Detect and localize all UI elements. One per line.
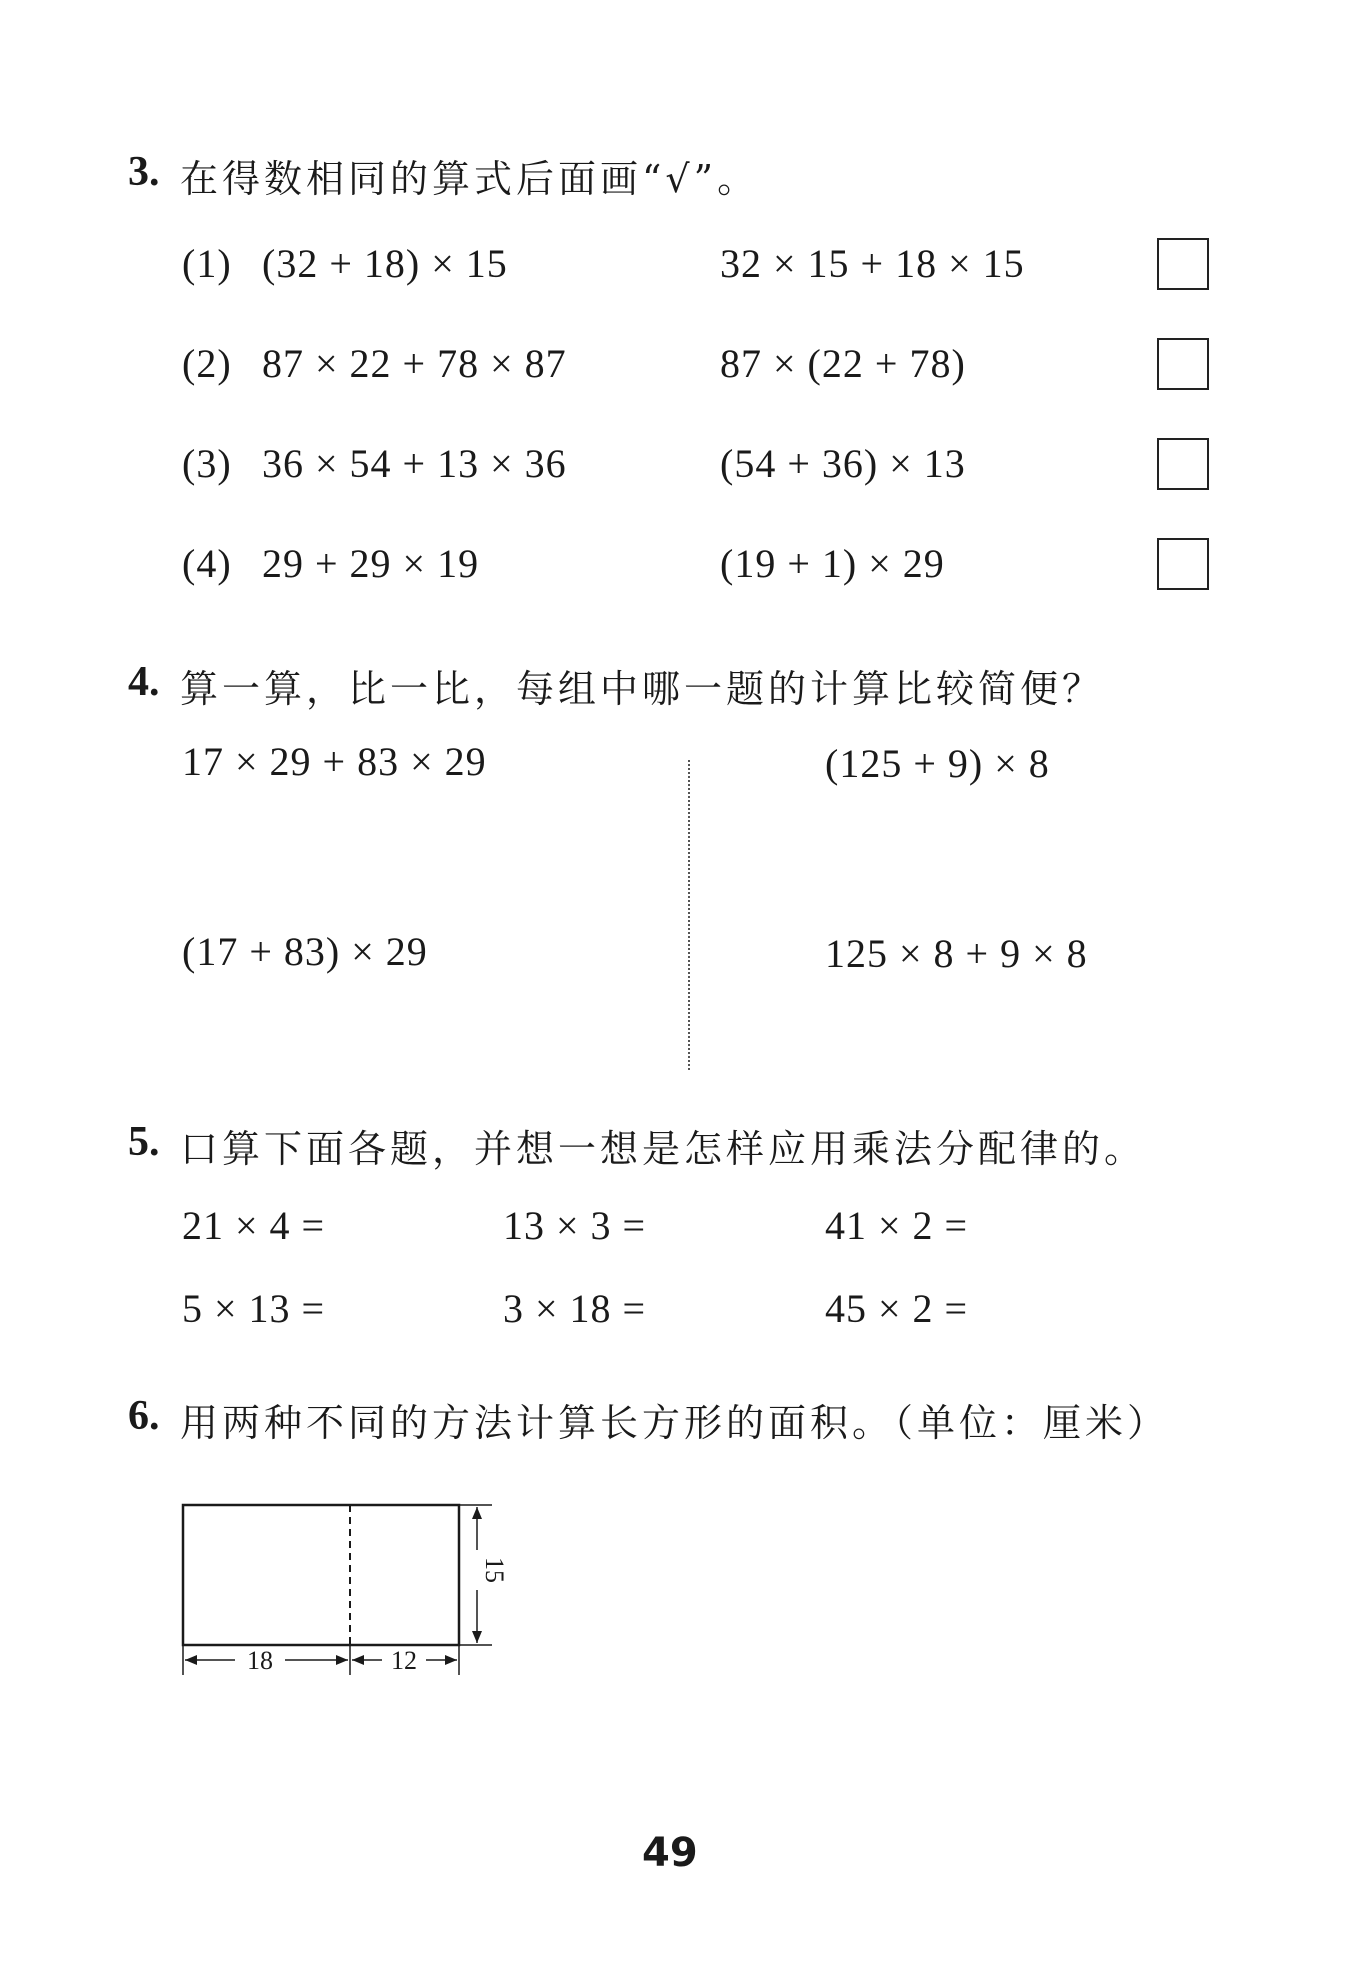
width-right-arrow-start: [352, 1655, 364, 1665]
q3-row-3-label: (3): [182, 441, 232, 486]
question-5-text: 口算下面各题，并想一想是怎样应用乘法分配律的。: [180, 1127, 1147, 1171]
question-4-number: 4.: [128, 659, 160, 705]
question-3-text: 在得数相同的算式后面画“√”。: [180, 157, 760, 201]
q4-right-bottom-expression: 125 × 8 + 9 × 8: [825, 931, 1088, 976]
q3-row-3-right-expression: (54 + 36) × 13: [720, 441, 966, 486]
q4-left-bottom-expression: (17 + 83) × 29: [182, 929, 428, 974]
question-3-number: 3.: [128, 149, 160, 195]
q5-item-6: 45 × 2 =: [825, 1286, 969, 1331]
width-right-arrow-end: [445, 1655, 457, 1665]
page-number: 49: [642, 1830, 698, 1876]
height-arrow-bottom: [472, 1631, 482, 1643]
rectangle-diagram: [170, 1490, 510, 1690]
question-6-text: 用两种不同的方法计算长方形的面积。（单位：厘米）: [180, 1401, 1170, 1445]
question-4-text: 算一算，比一比，每组中哪一题的计算比较简便？: [180, 667, 1105, 711]
q3-row-2-label: (2): [182, 341, 232, 386]
width-left-label: 18: [247, 1646, 273, 1675]
height-label: 15: [480, 1557, 509, 1583]
q5-item-2: 13 × 3 =: [503, 1203, 647, 1248]
q3-row-4-label: (4): [182, 541, 232, 586]
q3-row-4-left-expression: 29 + 29 × 19: [262, 541, 480, 586]
q4-right-top-expression: (125 + 9) × 8: [825, 741, 1050, 786]
q3-row-4-answer-box[interactable]: [1157, 538, 1209, 590]
question-6-number: 6.: [128, 1393, 160, 1439]
q5-item-3: 41 × 2 =: [825, 1203, 969, 1248]
q4-dotted-divider: [688, 760, 690, 1070]
q3-row-1-right-expression: 32 × 15 + 18 × 15: [720, 241, 1025, 286]
q5-item-5: 3 × 18 =: [503, 1286, 647, 1331]
q3-row-4-right-expression: (19 + 1) × 29: [720, 541, 945, 586]
q4-left-top-expression: 17 × 29 + 83 × 29: [182, 739, 487, 784]
q3-row-1-left-expression: (32 + 18) × 15: [262, 241, 508, 286]
q3-row-1-label: (1): [182, 241, 232, 286]
q3-row-1-answer-box[interactable]: [1157, 238, 1209, 290]
width-left-arrow-start: [185, 1655, 197, 1665]
width-left-arrow-end: [336, 1655, 348, 1665]
q3-row-3-left-expression: 36 × 54 + 13 × 36: [262, 441, 567, 486]
q3-row-3-answer-box[interactable]: [1157, 438, 1209, 490]
width-right-label: 12: [391, 1646, 417, 1675]
q5-item-4: 5 × 13 =: [182, 1286, 326, 1331]
rectangle-outline: [183, 1505, 459, 1645]
question-5-number: 5.: [128, 1119, 160, 1165]
height-arrow-top: [472, 1507, 482, 1519]
q3-row-2-right-expression: 87 × (22 + 78): [720, 341, 966, 386]
q3-row-2-left-expression: 87 × 22 + 78 × 87: [262, 341, 567, 386]
q3-row-2-answer-box[interactable]: [1157, 338, 1209, 390]
q5-item-1: 21 × 4 =: [182, 1203, 326, 1248]
